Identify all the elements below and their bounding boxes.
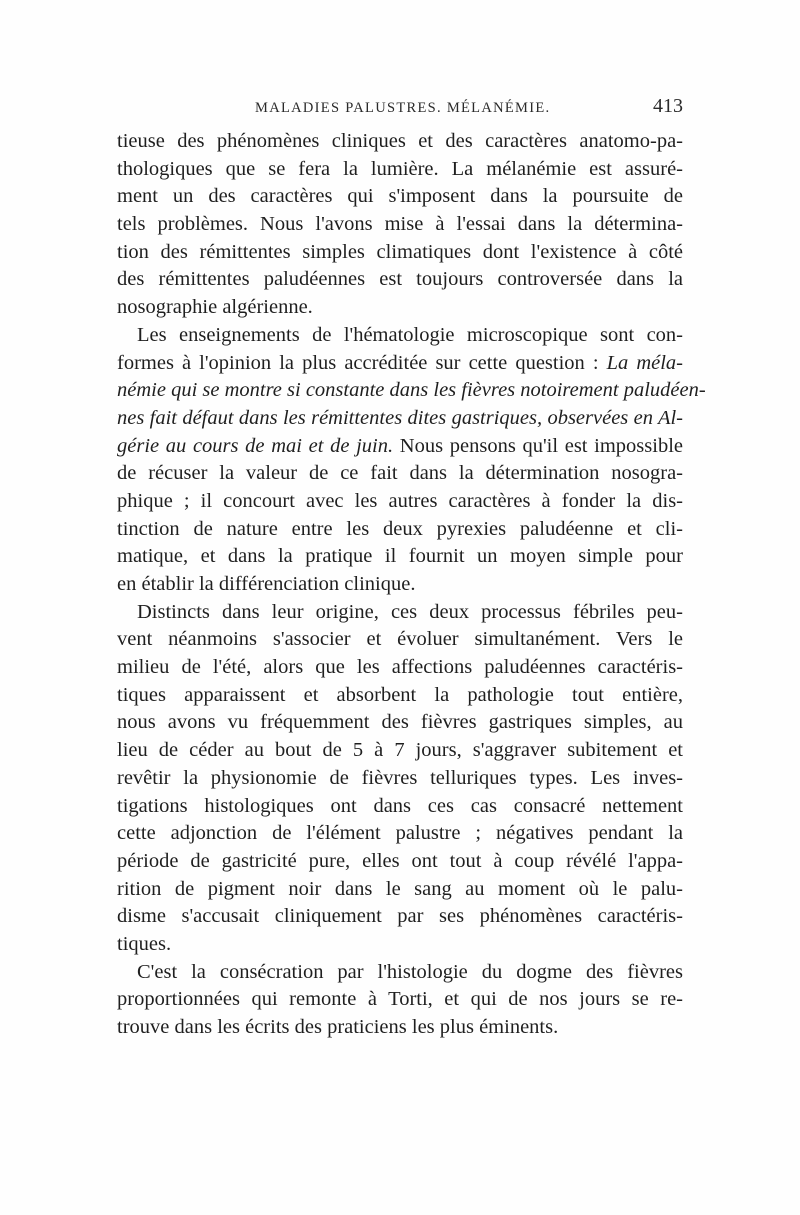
text-line [117,793,683,821]
text-segment: vent néanmoins s'associer et évoluer simultanément. Vers le [117,628,683,651]
text-line [117,322,683,350]
italic-segment: gérie au cours de mai et de juin. [117,434,394,457]
text-segment: proportionnées qui remonte à Torti, et qui de nos jours se re- [117,988,683,1011]
body-text [117,128,706,1042]
italic-segment: La méla- [606,351,683,374]
text-line [117,848,683,876]
text-line [117,543,683,571]
text-line [117,516,683,544]
text-segment: Les enseignements de l'hématologie microscopique sont con- [137,323,683,346]
text-segment: période de gastricité pure, elles ont tout à coup révélé l'appa- [117,849,683,872]
text-segment: Nous pensons qu'il est impossible [393,434,684,457]
text-line [117,350,683,378]
text-line [117,737,683,765]
text-line [117,931,683,959]
text-line [117,682,683,710]
text-segment: rition de pigment noir dans le sang au moment où le palu- [117,877,683,900]
text-segment: C'est la consécration par l'histologie du dogme des fièvres [137,960,683,983]
text-line [117,986,683,1014]
text-segment: trouve dans les écrits des praticiens les plus éminents. [117,1016,559,1038]
text-segment: Distincts dans leur origine, ces deux processus fébriles peu- [137,600,683,623]
text-line [117,903,683,931]
text-segment: tinction de nature entre les deux pyrexies paludéenne et cli- [117,517,683,540]
text-segment: lieu de céder au bout de 5 à 7 jours, s'aggraver subitement et [117,739,683,762]
text-segment: en établir la différenciation clinique. [117,573,416,595]
text-segment: tigations histologiques ont dans ces cas consacré nettement [117,794,683,817]
text-line [117,709,683,737]
text-segment: tels problèmes. Nous l'avons mise à l'essai dans la détermina- [117,213,683,236]
text-line [117,433,683,461]
text-line [117,156,683,184]
text-line [117,183,683,211]
text-line [117,626,683,654]
text-segment: cette adjonction de l'élément palustre ; négatives pendant la [117,822,683,845]
page-number: 413 [653,95,683,117]
text-segment: de récuser la valeur de ce fait dans la détermination nosogra- [117,462,683,485]
text-segment: des rémittentes paludéennes est toujours controversée dans la [117,268,683,291]
text-line [117,876,683,904]
text-line [117,460,683,488]
text-line [117,959,683,987]
text-segment: ment un des caractères qui s'imposent dans la poursuite de [117,185,683,208]
text-line [117,654,683,682]
text-line [117,1014,683,1042]
text-line [117,211,683,239]
text-segment: milieu de l'été, alors que les affections paludéennes caractéris- [117,656,683,679]
text-line [117,294,683,322]
running-title: MALADIES PALUSTRES. MÉLANÉMIE. [255,100,551,116]
text-line [117,266,683,294]
text-segment: formes à l'opinion la plus accréditée sur cette question : [117,351,607,374]
text-segment: phique ; il concourt avec les autres caractères à fonder la dis- [117,489,683,512]
text-segment: tieuse des phénomènes cliniques et des caractères anatomo-pa- [117,130,683,152]
text-line [117,488,683,516]
text-line [117,820,683,848]
text-line [117,377,706,405]
text-segment: tion des rémittentes simples climatiques dont l'existence à côté [117,240,683,263]
text-segment: matique, et dans la pratique il fournit un moyen simple pour [117,545,683,568]
text-line [117,239,683,267]
text-segment: thologiques que se fera la lumière. La mélanémie est assuré- [117,157,683,180]
italic-segment: nes fait défaut dans les rémittentes dites gastriques, observées en Al- [117,406,683,429]
italic-segment: némie qui se montre si constante dans les fièvres notoirement paludéen- [117,379,706,402]
text-line [117,599,683,627]
text-segment: tiques. [117,932,172,955]
text-segment: revêtir la physionomie de fièvres telluriques types. Les inves- [117,766,683,789]
text-segment: nous avons vu fréquemment des fièvres gastriques simples, au [117,711,683,734]
text-line [117,128,683,156]
running-head [117,96,683,122]
text-segment: disme s'accusait cliniquement par ses phénomènes caractéris- [117,905,683,928]
text-line [117,571,683,599]
text-line [117,765,683,793]
text-line [117,405,683,433]
text-segment: nosographie algérienne. [117,296,313,319]
text-segment: tiques apparaissent et absorbent la pathologie tout entière, [117,683,683,706]
